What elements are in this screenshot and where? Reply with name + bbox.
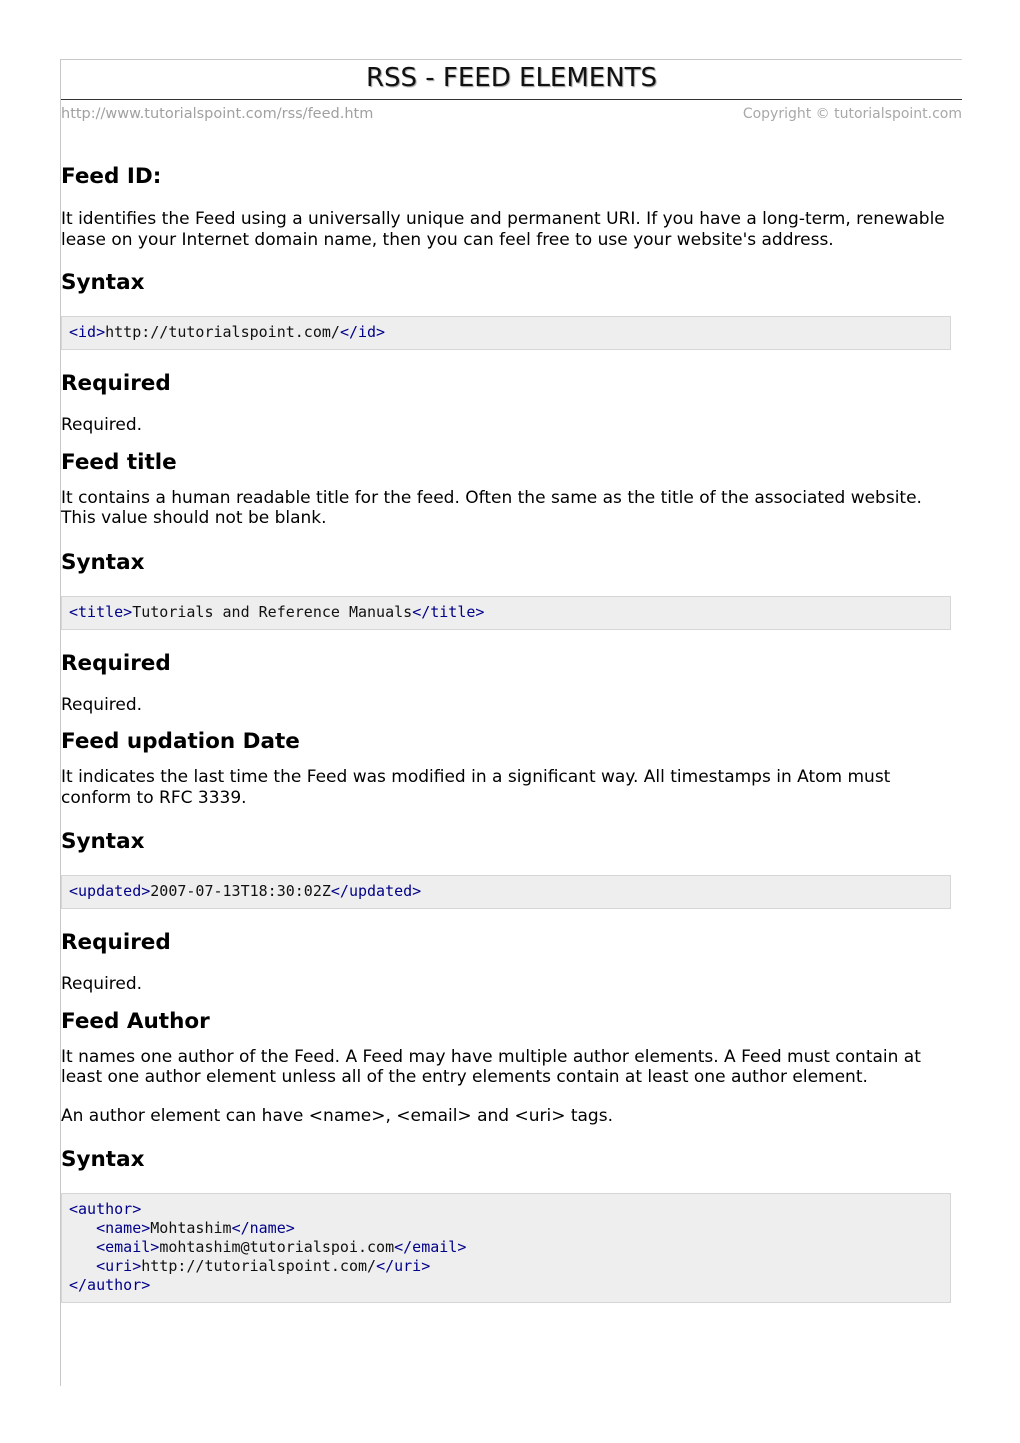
feed-title-required-heading: Required <box>61 650 171 676</box>
feed-title-code-block <box>61 596 951 630</box>
section-heading-feed-id: Feed ID: <box>61 164 162 189</box>
feed-title-syntax-heading: Syntax <box>61 549 145 575</box>
code-tag: </title> <box>412 602 485 621</box>
copyright-notice: Copyright © tutorialspoint.com <box>742 106 962 122</box>
code-value: mohtashim@tutorialspoi.com <box>159 1238 395 1256</box>
feed-updated-required-heading: Required <box>61 930 171 955</box>
feed-author-syntax-heading: Syntax <box>61 1147 145 1172</box>
feed-title-required-text: Required. <box>61 694 143 715</box>
code-tag: <email> <box>96 1238 160 1256</box>
code-value: Mohtashim <box>150 1219 232 1237</box>
feed-author-code-block <box>61 1193 951 1303</box>
code-tag: <uri> <box>96 1257 142 1275</box>
article-content <box>61 163 962 1303</box>
code-tag: <title> <box>69 602 133 621</box>
feed-id-required-text: Required. <box>61 415 143 435</box>
section-heading-feed-author: Feed Author <box>61 1008 210 1034</box>
feed-author-description: It names one author of the Feed. A Feed may have multiple author elements. A Feed must contain at least one author element unless all of the entry elements contain at least one author element. <box>61 1046 921 1087</box>
code-value: Tutorials and Reference Manuals <box>132 602 413 621</box>
feed-updated-description: It indicates the last time the Feed was modified in a significant way. All timestamps in Atom must conform to RFC 3339. <box>61 767 891 808</box>
code-tag: <updated> <box>69 882 151 900</box>
code-value: http://tutorialspoint.com/ <box>141 1257 377 1275</box>
feed-updated-required-text: Required. <box>61 974 143 994</box>
feed-id-required-heading: Required <box>61 371 171 396</box>
code-tag: </email> <box>394 1238 467 1256</box>
section-heading-feed-updated: Feed updation Date <box>61 729 300 754</box>
feed-id-description: It identifies the Feed using a universally unique and permanent URI. If you have a long-term, renewable lease on your Internet domain name, then you can feel free to use your website's address. <box>61 209 945 250</box>
document-page <box>60 59 962 1386</box>
feed-id-syntax-heading: Syntax <box>61 270 145 295</box>
feed-updated-code-block <box>61 875 951 909</box>
code-tag: </author> <box>69 1276 151 1294</box>
code-tag: </id> <box>339 323 386 341</box>
code-tag: </uri> <box>376 1257 431 1275</box>
code-tag: </name> <box>231 1219 295 1237</box>
code-tag: <author> <box>69 1200 142 1218</box>
code-tag: <id> <box>69 323 106 341</box>
section-heading-feed-title: Feed title <box>61 449 177 475</box>
code-value: 2007-07-13T18:30:02Z <box>150 882 331 900</box>
source-url: http://www.tutorialspoint.com/rss/feed.htm <box>61 106 374 122</box>
feed-title-description: It contains a human readable title for the feed. Often the same as the title of the associated website. This value should not be blank. <box>61 487 922 528</box>
code-value: http://tutorialspoint.com/ <box>105 323 340 341</box>
feed-id-code-block <box>61 316 951 350</box>
code-tag: </updated> <box>330 882 422 900</box>
feed-updated-syntax-heading: Syntax <box>61 829 145 854</box>
code-tag: <name> <box>96 1219 151 1237</box>
feed-author-description-2: An author element can have <name>, <email> and <uri> tags. <box>61 1105 613 1126</box>
page-title: RSS - FEED ELEMENTS <box>61 60 962 100</box>
